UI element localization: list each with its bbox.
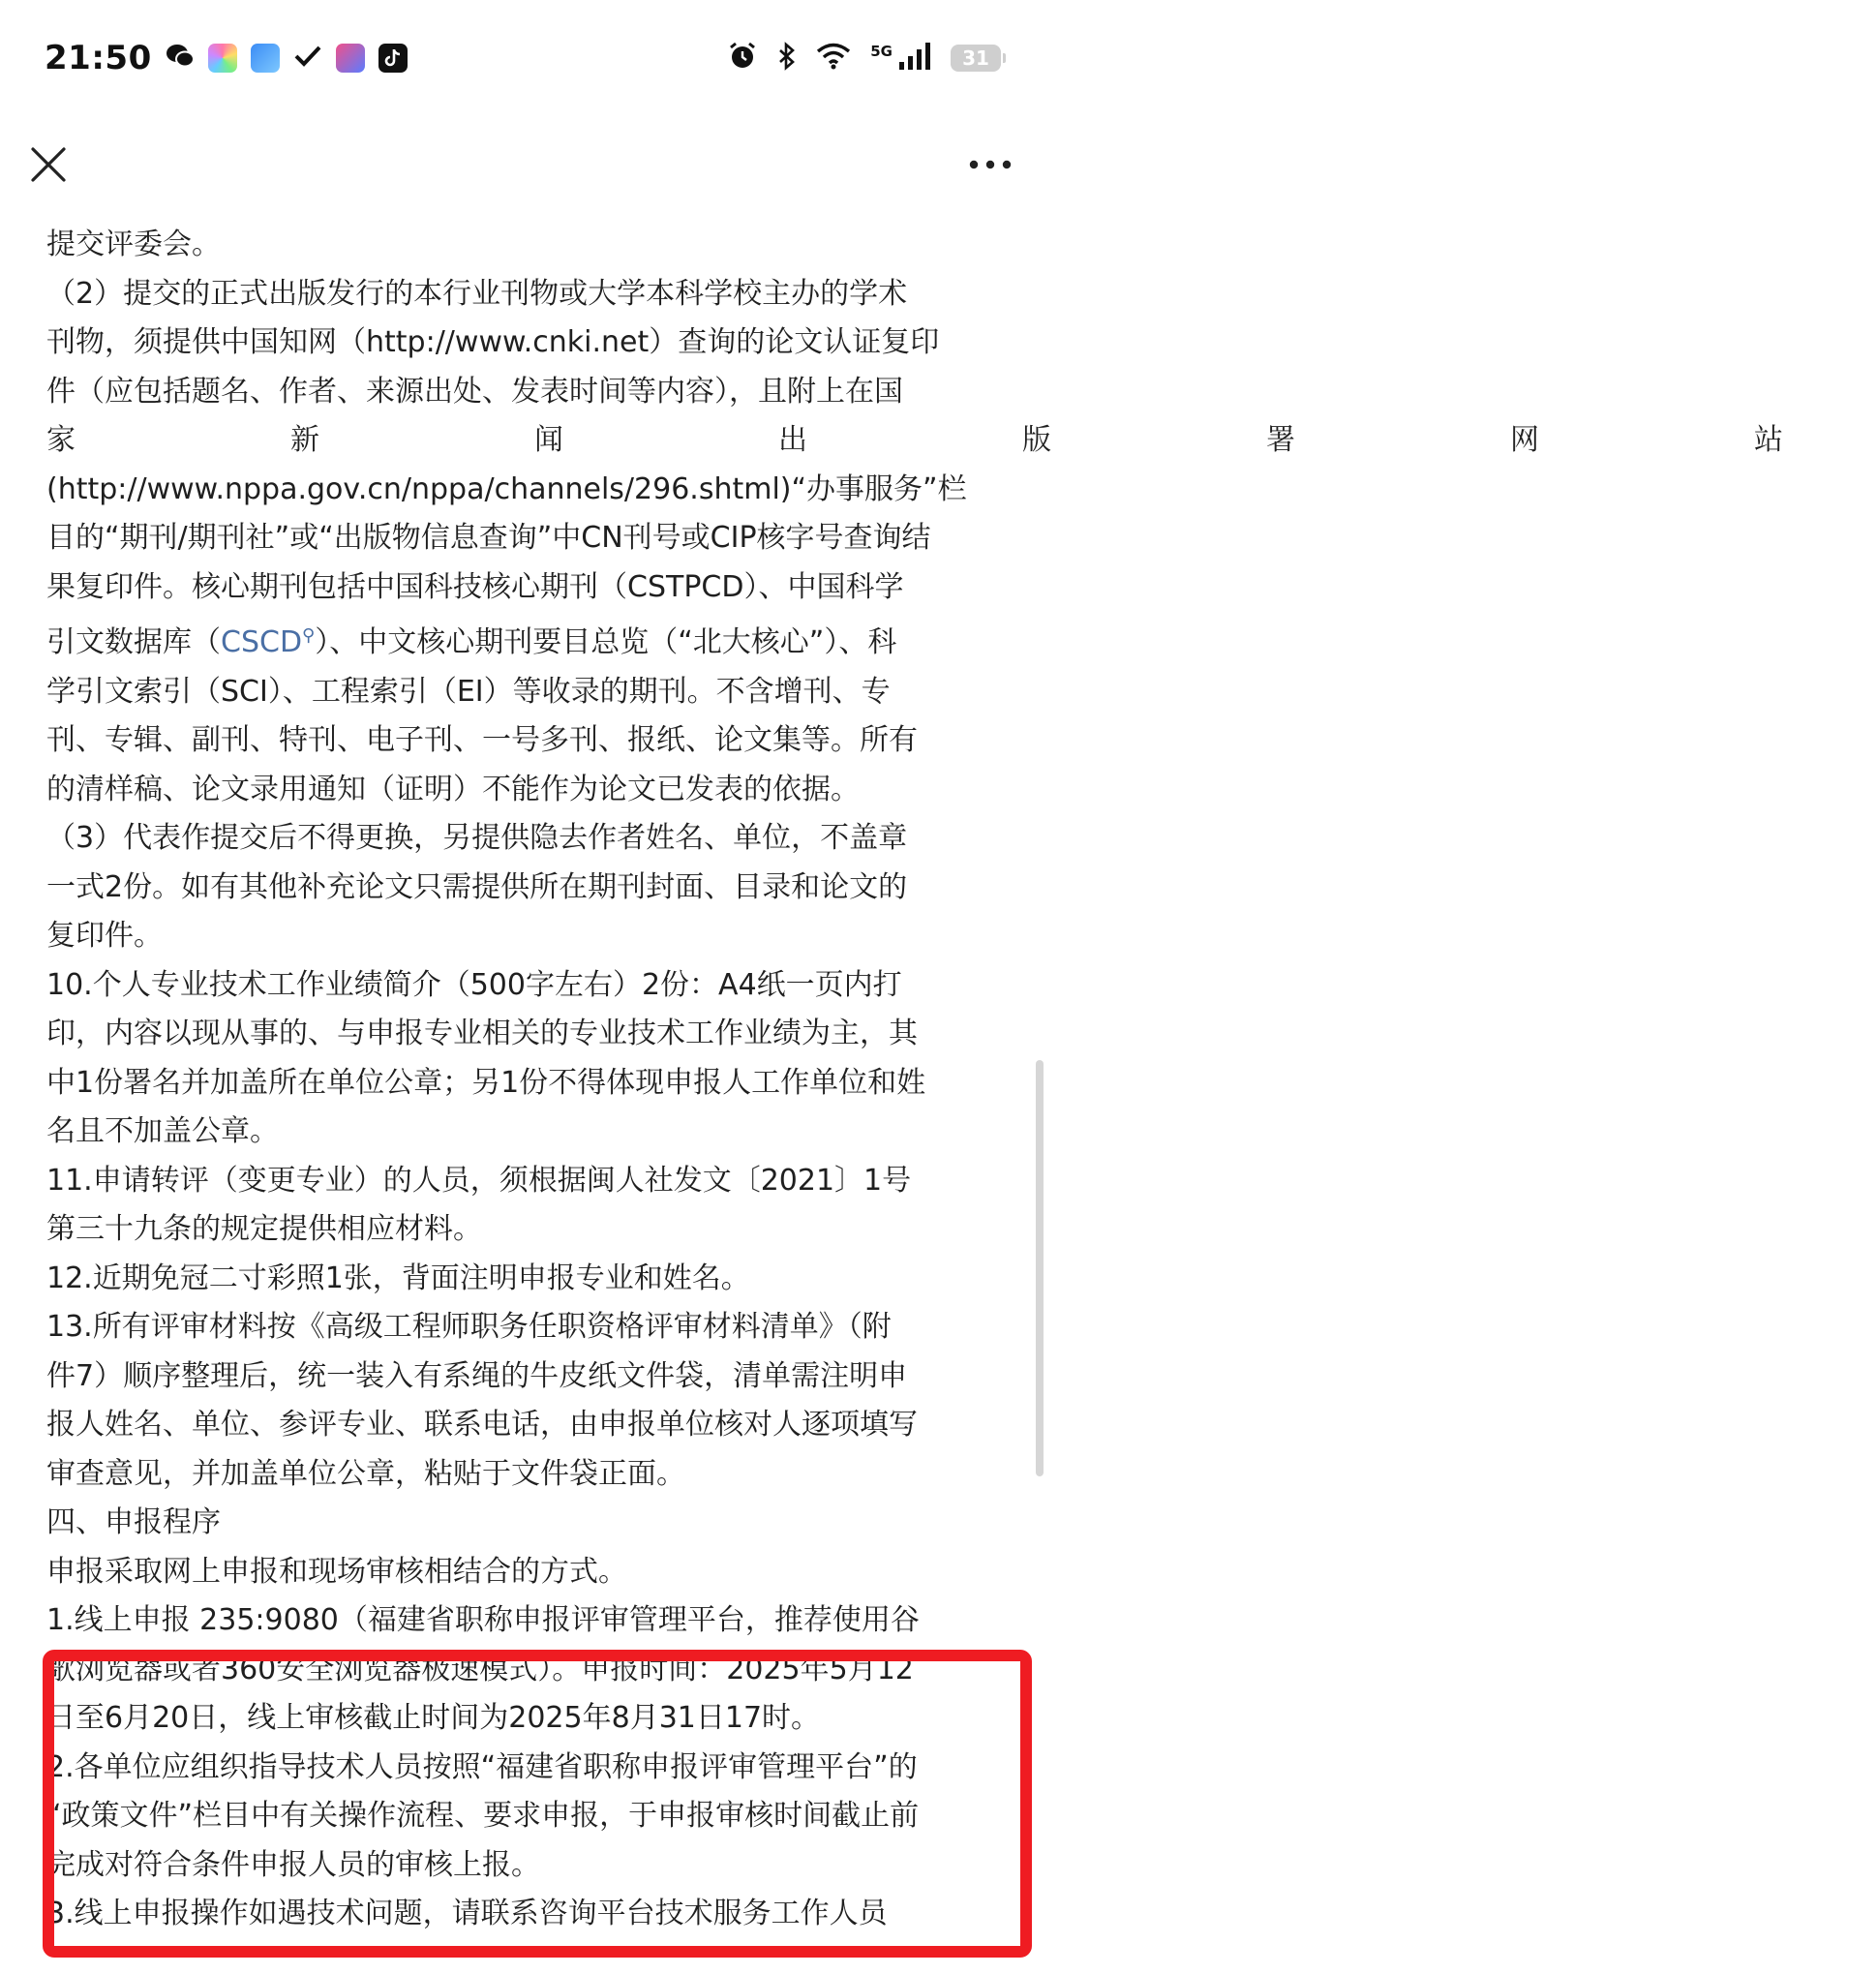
article-line: 3.线上申报操作如遇技术问题，请联系咨询平台技术服务工作人员 [46, 1897, 888, 1930]
tiktok-icon [378, 44, 408, 73]
article-text: 引文数据库（ [46, 625, 221, 659]
status-bar [0, 0, 1045, 116]
more-button[interactable] [966, 153, 1014, 176]
article-line: 完成对符合条件申报人员的审核上报。 [46, 1847, 540, 1882]
section-title: 四、申报程序 [46, 1505, 221, 1539]
article-line: 1.线上申报 235:9080（福建省职称申报评审管理平台，推荐使用谷 [46, 1603, 920, 1637]
article-line: 的清样稿、论文录用通知（证明）不能作为论文已发表的依据。 [46, 772, 860, 806]
article-line: 歌浏览器或者360安全浏览器极速模式）。申报时间：2025年5月12 [46, 1652, 914, 1686]
article-line: 目的“期刊/期刊社”或“出版物信息查询”中CN刊号或CIP核字号查询结 [46, 521, 931, 555]
article-line: 名且不加盖公章。 [46, 1114, 279, 1148]
close-icon [27, 143, 70, 186]
bookmark-app-icon [336, 44, 365, 73]
article-line: (http://www.nppa.gov.cn/nppa/channels/296.shtml)“办事服务”栏 [46, 471, 967, 506]
wechat-icon [166, 43, 195, 74]
app-icon [251, 44, 280, 73]
article-line: 刊、专辑、副刊、特刊、电子刊、一号多刊、报纸、论文集等。所有 [46, 723, 918, 757]
article-line: 刊物，须提供中国知网（http://www.cnki.net）查询的论文认证复印 [46, 325, 940, 359]
article-line: 果复印件。核心期刊包括中国科技核心期刊（CSTPCD）、中国科学 [46, 569, 904, 604]
article-line: 一式2份。如有其他补充论文只需提供所在期刊封面、目录和论文的 [46, 869, 908, 904]
signal-icon [898, 43, 931, 74]
article-line: 申报采取网上申报和现场审核相结合的方式。 [46, 1554, 627, 1589]
article-line: “政策文件”栏目中有关操作流程、要求申报，于申报审核时间截止前 [46, 1799, 920, 1833]
article-line: 10.个人专业技术工作业绩简介（500字左右）2份：A4纸一页内打 [46, 967, 902, 1002]
article-line: 印，内容以现从事的、与申报专业相关的专业技术工作业绩为主，其 [46, 1017, 918, 1050]
article-line: （3）代表作提交后不得更换，另提供隐去作者姓名、单位，不盖章 [46, 821, 908, 855]
wifi-icon [816, 43, 851, 74]
network-label: 5G [870, 43, 893, 60]
article-line: 提交评委会。 [46, 228, 221, 261]
article-line: 中1份署名并加盖所在单位公章；另1份不得体现申报人工作单位和姓 [46, 1065, 926, 1100]
article-line: 报人姓名、单位、参评专业、联系电话，由申报单位核对人逐项填写 [46, 1408, 918, 1442]
article-line: 复印件。 [46, 919, 163, 953]
article-line: （2）提交的正式出版发行的本行业刊物或大学本科学校主办的学术 [46, 276, 908, 311]
article-line: 审查意见，并加盖单位公章，粘贴于文件袋正面。 [46, 1456, 685, 1491]
more-icon [966, 153, 1014, 176]
status-right [727, 41, 1001, 76]
article-line: 件7）顺序整理后，统一装入有系绳的牛皮纸文件袋，清单需注明申 [46, 1358, 908, 1393]
battery-indicator: 31 [951, 45, 1001, 72]
nav-bar [0, 116, 1045, 213]
article-line: 日至6月20日，线上审核截止时间为2025年8月31日17时。 [46, 1701, 821, 1735]
article-line: 12.近期免冠二寸彩照1张，背面注明申报专业和姓名。 [46, 1260, 750, 1295]
bluetooth-icon [777, 42, 797, 75]
article-line: 家 新 闻 出 版 署 网 站 [46, 423, 1876, 457]
check-icon [293, 43, 322, 74]
article-text: ）、中文核心期刊要目总览（“北大核心”）、科 [315, 625, 897, 659]
cscd-link[interactable]: CSCD [221, 625, 303, 659]
close-button[interactable] [27, 143, 70, 186]
scrollbar-thumb[interactable] [1036, 1060, 1044, 1476]
search-icon[interactable]: ⚲ [302, 625, 316, 646]
article-line [46, 612, 999, 668]
article-line: 第三十九条的规定提供相应材料。 [46, 1212, 482, 1246]
article-line: 13.所有评审材料按《高级工程师职务任职资格评审材料清单》（附 [46, 1310, 892, 1344]
article-line: 学引文索引（SCI）、工程索引（EI）等收录的期刊。不含增刊、专 [46, 674, 891, 709]
photos-icon [208, 44, 237, 73]
article-line: 件（应包括题名、作者、来源出处、发表时间等内容），且附上在国 [46, 374, 903, 409]
article-body [46, 221, 1876, 1939]
article-line: 2.各单位应组织指导技术人员按照“福建省职称申报评审管理平台”的 [46, 1749, 918, 1784]
status-time: 21:50 [45, 39, 152, 77]
article-line: 11.申请转评（变更专业）的人员，须根据闽人社发文〔2021〕1号 [46, 1163, 912, 1198]
alarm-icon [727, 41, 758, 76]
status-left [45, 39, 408, 77]
